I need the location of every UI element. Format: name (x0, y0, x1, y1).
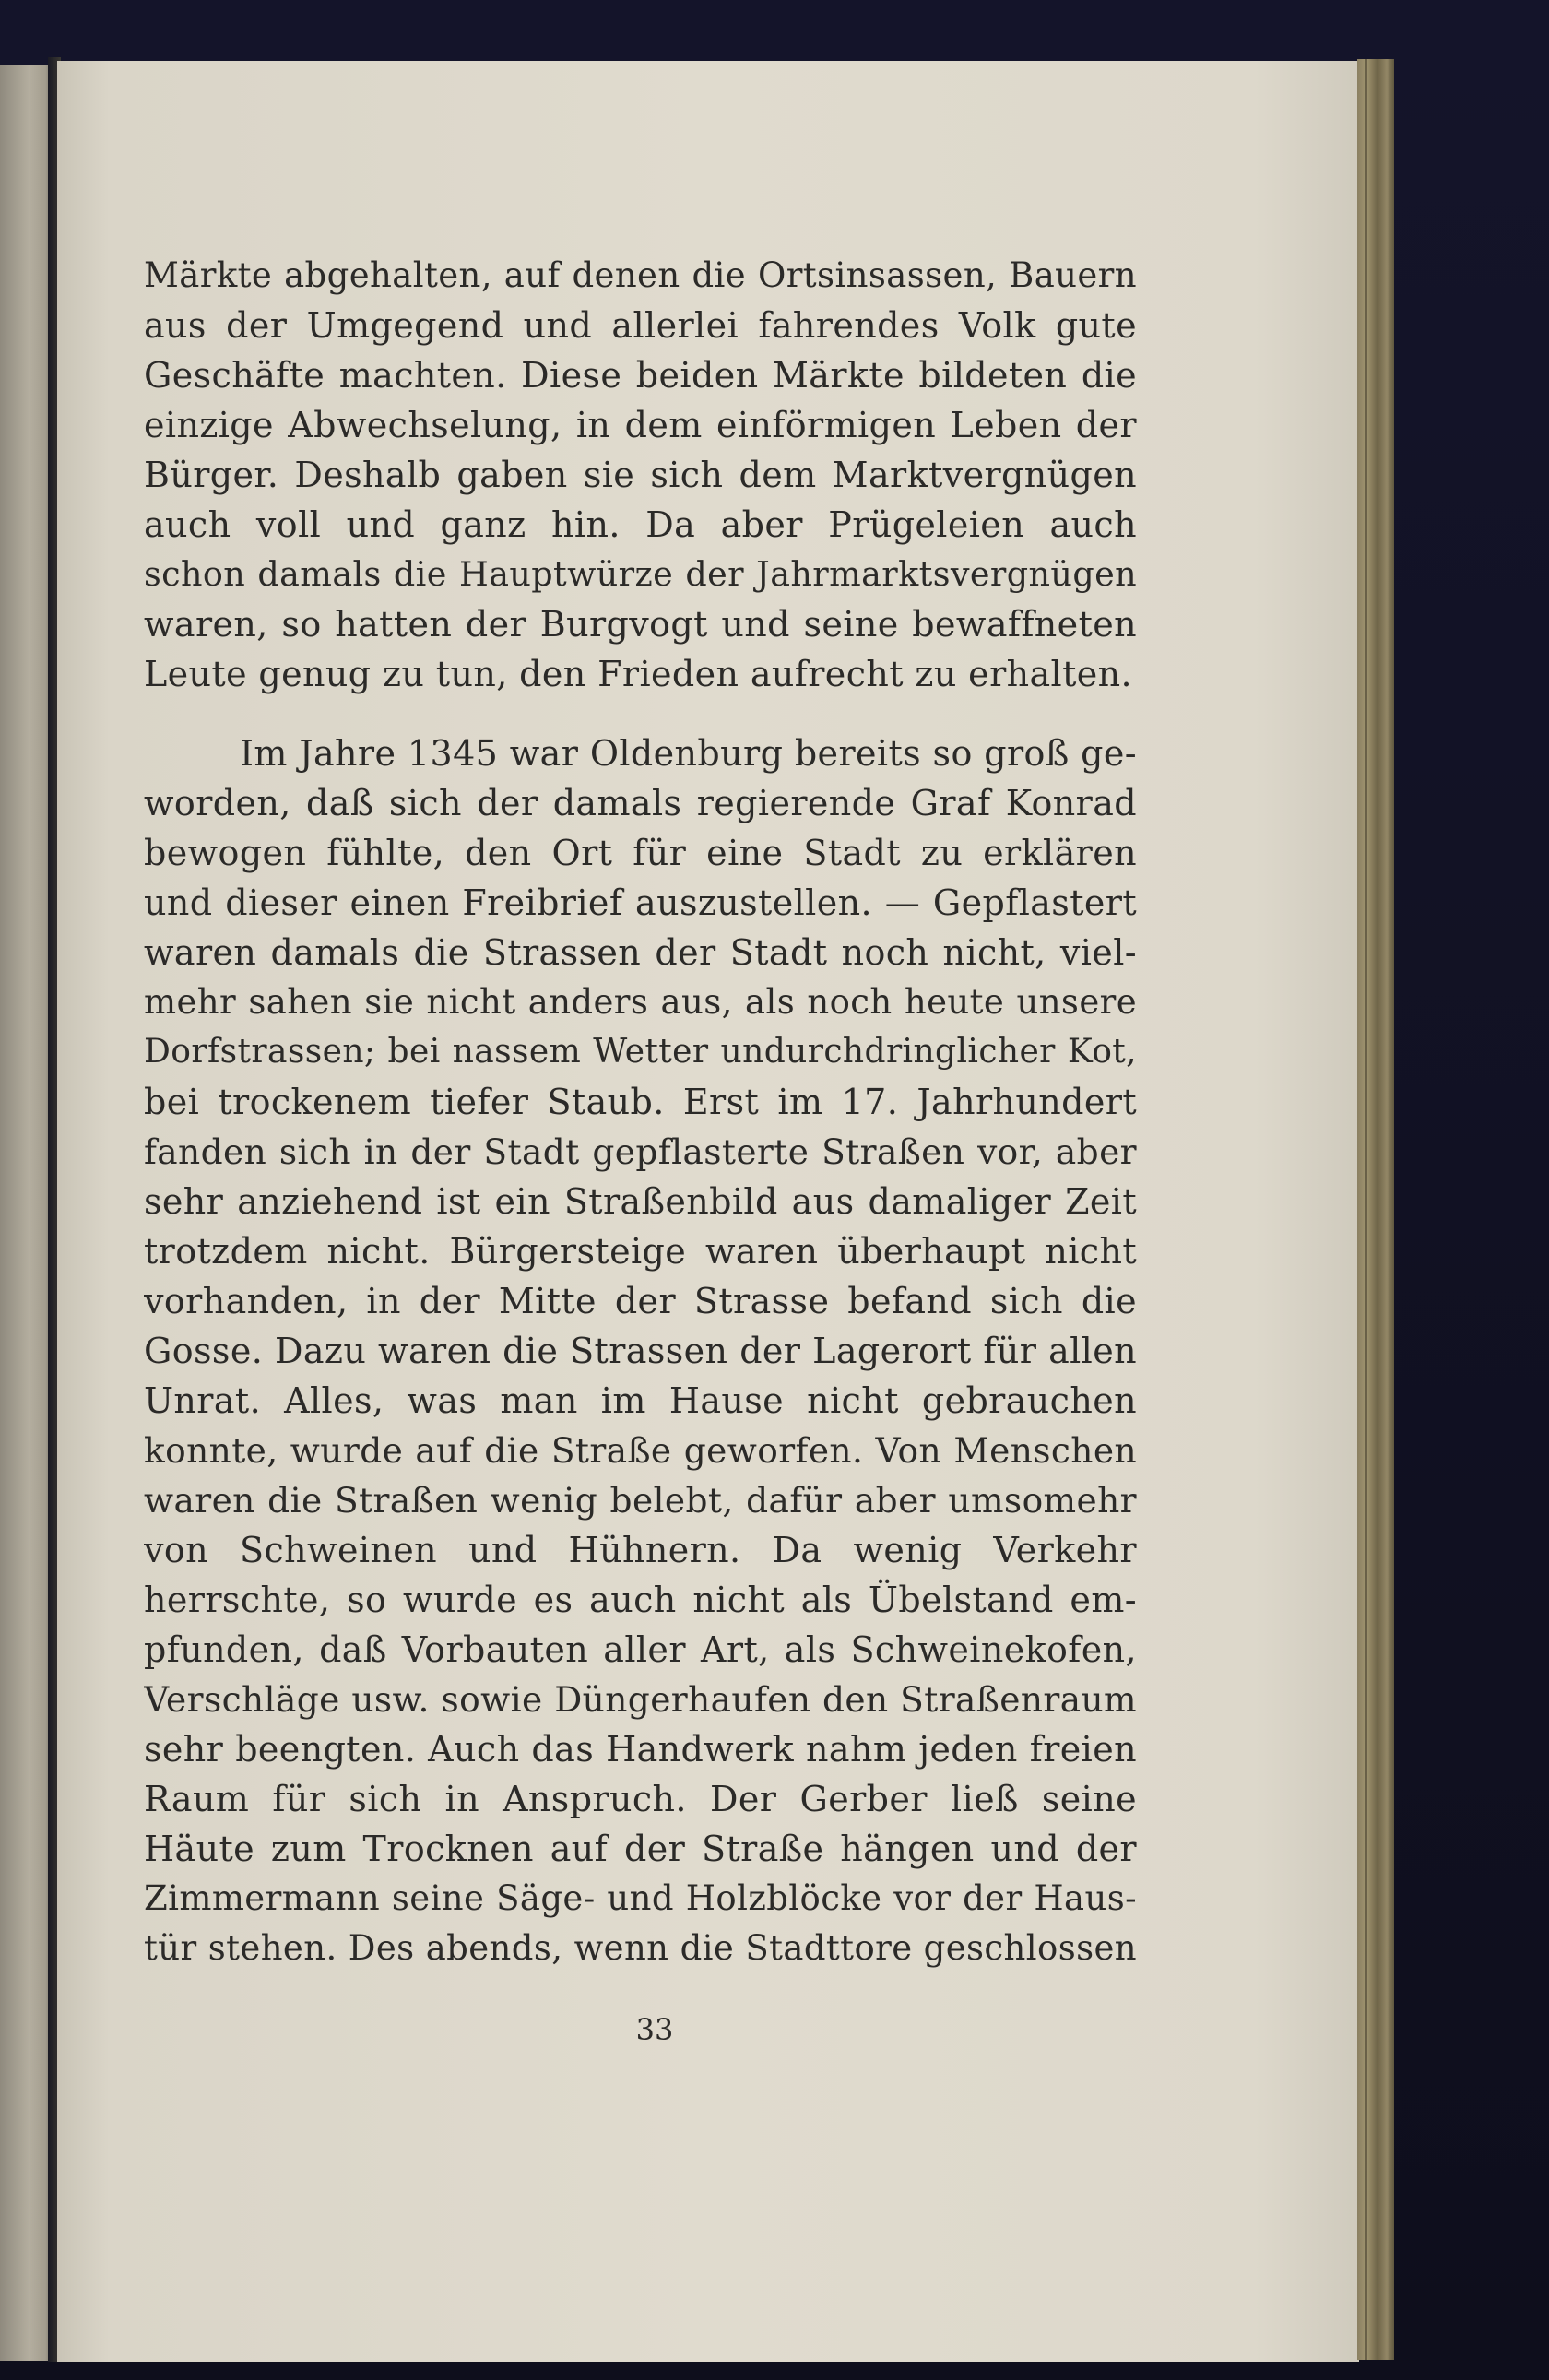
text-line: einzige Abwechselung, in dem einförmigen Leben der (144, 405, 1137, 445)
text-line: sehr beengten. Auch das Handwerk nahm jeden freien (144, 1729, 1137, 1770)
text-line: herrschte, so wurde es auch nicht als Übelstand em- (144, 1580, 1137, 1620)
text-line: von Schweinen und Hühnern. Da wenig Verkehr (144, 1530, 1137, 1570)
facing-page-edge (0, 65, 53, 2361)
paragraph-2 (144, 728, 1137, 1973)
text-line: waren die Straßen wenig belebt, dafür aber umsomehr (144, 1480, 1137, 1521)
text-line: und dieser einen Freibrief auszustellen. — Gepflastert (144, 882, 1137, 923)
body-text (144, 251, 1137, 1973)
text-line: schon damals die Hauptwürze der Jahrmarktsvergnügen (144, 554, 1137, 594)
text-line: auch voll und ganz hin. Da aber Prügeleien auch (144, 504, 1137, 545)
text-line: mehr sahen sie nicht anders aus, als noch heute unsere (144, 982, 1137, 1022)
text-line: Leute genug zu tun, den Frieden aufrecht zu erhalten. (144, 654, 1133, 694)
text-line: waren, so hatten der Burgvogt und seine bewaffneten (144, 604, 1137, 645)
text-line: Gosse. Dazu waren die Strassen der Lagerort für allen (144, 1331, 1137, 1371)
text-line: Geschäfte machten. Diese beiden Märkte bildeten die (144, 355, 1137, 396)
text-line: konnte, wurde auf die Straße geworfen. Von Menschen (144, 1430, 1137, 1471)
text-line: Unrat. Alles, was man im Hause nicht gebrauchen (144, 1380, 1137, 1421)
text-line: Häute zum Trocknen auf der Straße hängen und der (144, 1829, 1137, 1869)
text-line: bewogen fühlte, den Ort für eine Stadt zu erklären (144, 833, 1137, 873)
text-line: Zimmermann seine Säge- und Holzblöcke vor der Haus- (144, 1878, 1137, 1918)
text-line: Bürger. Deshalb gaben sie sich dem Marktvergnügen (144, 455, 1137, 495)
text-line: Dorfstrassen; bei nassem Wetter undurchdringlicher Kot, (144, 1033, 1137, 1071)
text-line: Verschläge usw. sowie Düngerhaufen den Straßenraum (144, 1679, 1137, 1720)
text-line: worden, daß sich der damals regierende Graf Konrad (144, 783, 1137, 823)
text-line: Im Jahre 1345 war Oldenburg bereits so groß ge- (240, 733, 1137, 774)
page-number: 33 (635, 2012, 674, 2047)
text-line: fanden sich in der Stadt gepflasterte Straßen vor, aber (144, 1131, 1137, 1172)
text-line: Raum für sich in Anspruch. Der Gerber ließ seine (144, 1779, 1137, 1819)
text-line: bei trockenem tiefer Staub. Erst im 17. Jahrhundert (144, 1082, 1137, 1122)
text-line: Märkte abgehalten, auf denen die Ortsinsassen, Bauern (144, 255, 1137, 295)
text-line: pfunden, daß Vorbauten aller Art, als Schweinekofen, (144, 1629, 1137, 1670)
text-line: waren damals die Strassen der Stadt noch nicht, viel- (144, 932, 1137, 973)
text-line: trotzdem nicht. Bürgersteige waren überhaupt nicht (144, 1231, 1137, 1272)
text-line: sehr anziehend ist ein Straßenbild aus damaliger Zeit (144, 1181, 1137, 1222)
text-line: aus der Umgegend und allerlei fahrendes Volk gute (144, 305, 1137, 346)
text-line: vorhanden, in der Mitte der Strasse befand sich die (144, 1281, 1137, 1321)
page-stack-edge (1357, 59, 1394, 2360)
text-line: tür stehen. Des abends, wenn die Stadttore geschlossen (144, 1928, 1137, 1968)
paragraph-1 (144, 251, 1137, 699)
